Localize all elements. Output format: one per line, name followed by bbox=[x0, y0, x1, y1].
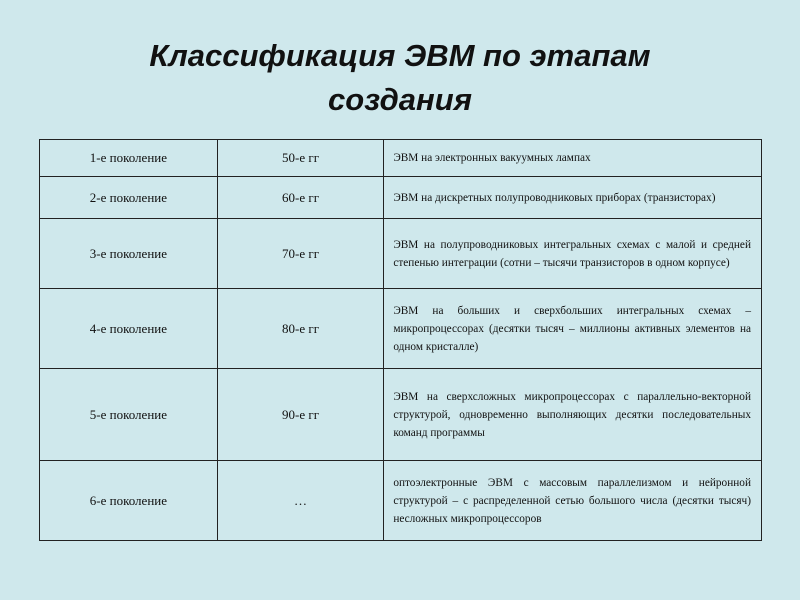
period-cell: 80-е гг bbox=[217, 289, 384, 369]
title-line-2: создания bbox=[328, 82, 472, 117]
table-row bbox=[40, 177, 762, 219]
description-cell: ЭВМ на полупроводниковых интегральных схемах с малой и средней степенью интеграции (сотни – тысячи транзисторов в одном корпусе) bbox=[384, 219, 762, 289]
generation-cell: 5-е поколение bbox=[40, 369, 218, 461]
period-cell: 70-е гг bbox=[217, 219, 384, 289]
table-row bbox=[40, 461, 762, 541]
table-row bbox=[40, 219, 762, 289]
generation-cell: 4-е поколение bbox=[40, 289, 218, 369]
description-cell: ЭВМ на сверхсложных микропроцессорах с параллельно-векторной структурой, одновременно выполняющих десятки последовательных команд программы bbox=[384, 369, 762, 461]
generations-table bbox=[39, 139, 762, 541]
generation-cell: 2-е поколение bbox=[40, 177, 218, 219]
description-cell: ЭВМ на дискретных полупроводниковых приборах (транзисторах) bbox=[384, 177, 762, 219]
table-row bbox=[40, 289, 762, 369]
table-row bbox=[40, 140, 762, 177]
description-cell: оптоэлектронные ЭВМ с массовым параллелизмом и нейронной структурой – с распределенной сетью большого числа (десятки тысяч) несложных микропроцессоров bbox=[384, 461, 762, 541]
description-cell: ЭВМ на электронных вакуумных лампах bbox=[384, 140, 762, 177]
period-cell: 60-е гг bbox=[217, 177, 384, 219]
title-line-1: Классификация ЭВМ по этапам bbox=[149, 38, 651, 73]
table-row bbox=[40, 369, 762, 461]
description-cell: ЭВМ на больших и сверхбольших интегральных схемах – микропроцессорах (десятки тысяч – миллионы активных элементов на одном кристалле) bbox=[384, 289, 762, 369]
period-cell: 50-е гг bbox=[217, 140, 384, 177]
period-cell: … bbox=[217, 461, 384, 541]
generation-cell: 6-е поколение bbox=[40, 461, 218, 541]
page-title bbox=[0, 34, 800, 122]
period-cell: 90-е гг bbox=[217, 369, 384, 461]
generation-cell: 1-е поколение bbox=[40, 140, 218, 177]
generation-cell: 3-е поколение bbox=[40, 219, 218, 289]
